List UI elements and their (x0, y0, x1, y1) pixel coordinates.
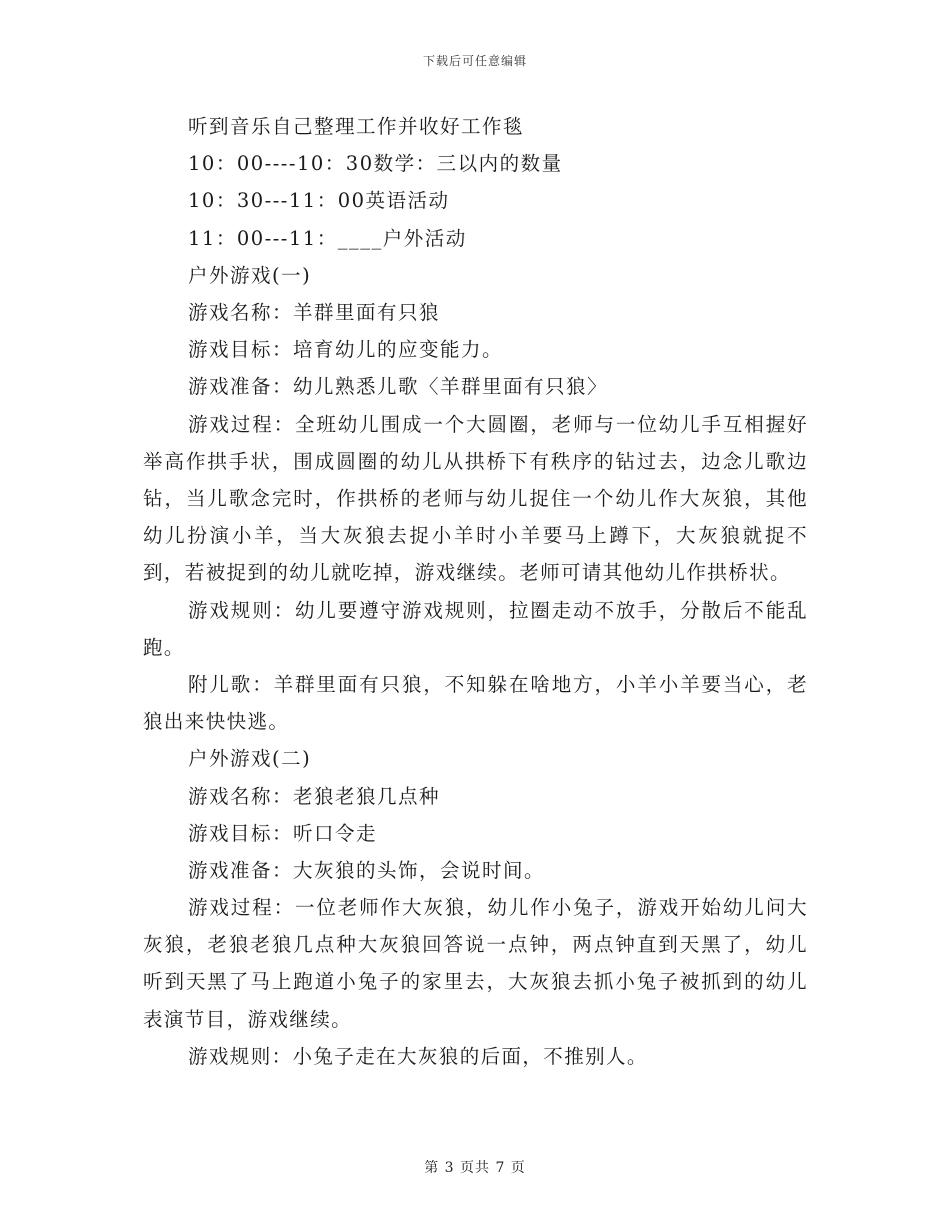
game-1-name: 游戏名称：羊群里面有只狼 (188, 300, 441, 324)
game-2-name: 游戏名称：老狼老狼几点种 (188, 784, 441, 808)
game-1-goal: 游戏目标：培育幼儿的应变能力。 (188, 338, 504, 362)
game-2-preparation: 游戏准备：大灰狼的头饰，会说时间。 (188, 858, 546, 882)
schedule-line-math: 10：00----10：30数学：三以内的数量 (188, 152, 563, 176)
game-2-process: 游戏过程：一位老师作大灰狼，幼儿作小兔子，游戏开始幼儿问大灰狼，老狼老狼几点种大灰狼回答说一点钟，两点钟直到天黑了，幼儿听到天黑了马上跑道小兔子的家里去，大灰狼去抓小兔子被抓到的幼儿表演节目，游戏继续。 (143, 896, 808, 1031)
section-heading-game-1: 户外游戏(一) (188, 263, 312, 287)
game-1-preparation: 游戏准备：幼儿熟悉儿歌〈羊群里面有只狼〉 (188, 375, 609, 399)
document-body (143, 108, 808, 1075)
schedule-line-outdoor: 11：00---11：____户外活动 (188, 226, 467, 250)
page-header: 下载后可任意编辑 (422, 54, 527, 68)
schedule-line-english: 10：30---11：00英语活动 (188, 189, 450, 213)
page-number-footer: 第 3 页共 7 页 (424, 1160, 526, 1176)
game-2-goal: 游戏目标：听口令走 (188, 821, 378, 845)
game-2-rules: 游戏规则：小兔子走在大灰狼的后面，不推别人。 (188, 1044, 648, 1068)
section-heading-game-2: 户外游戏(二) (188, 747, 312, 771)
game-1-rules: 游戏规则：幼儿要遵守游戏规则，拉圈走动不放手，分散后不能乱跑。 (143, 598, 808, 659)
game-1-song: 附儿歌：羊群里面有只狼，不知躲在啥地方，小羊小羊要当心，老狼出来快快逃。 (143, 672, 808, 734)
schedule-line-cleanup: 听到音乐自己整理工作并收好工作毯 (188, 115, 525, 138)
game-1-process: 游戏过程：全班幼儿围成一个大圆圈，老师与一位幼儿手互相握好举高作拱手状，围成圆圈的幼儿从拱桥下有秩序的钻过去，边念儿歌边钻，当儿歌念完时，作拱桥的老师与幼儿捉住一个幼儿作大灰狼，其他幼儿扮演小羊，当大灰狼去捉小羊时小羊要马上蹲下，大灰狼就捉不到，若被捉到的幼儿就吃掉，游戏继续。老师可请其他幼儿作拱桥状。 (143, 412, 808, 585)
